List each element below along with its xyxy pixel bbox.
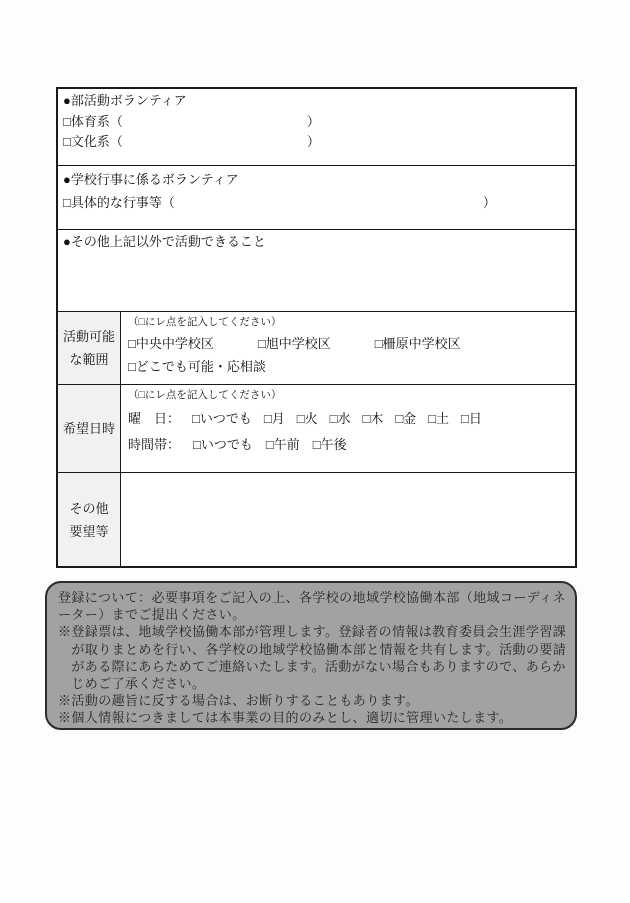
other-requests-header-cell bbox=[58, 473, 121, 566]
club-activity-heading: ●部活動ボランティア bbox=[63, 93, 187, 108]
day-option-tue: □火 bbox=[296, 411, 318, 426]
sports-paren-close: ） bbox=[306, 113, 320, 129]
day-label: 曜 日： bbox=[128, 411, 181, 426]
day-of-week-options bbox=[128, 406, 571, 432]
other-activity-heading: ●その他上記以外で活動できること bbox=[63, 234, 266, 249]
event-paren-close: ） bbox=[482, 195, 496, 210]
day-option-thu: □木 bbox=[362, 411, 384, 426]
day-option-sat: □土 bbox=[428, 411, 450, 426]
notice-line: ※登録票は、地域学校協働本部が管理します。登録者の情報は教育委員会生涯学習課 bbox=[58, 624, 567, 640]
club-activity-section bbox=[58, 89, 575, 165]
notice-line: じめご了承ください。 bbox=[58, 676, 206, 692]
time-slot-options bbox=[128, 432, 571, 458]
other-requests-value-cell bbox=[121, 473, 575, 566]
activity-area-header-line1: 活動可能 bbox=[62, 329, 115, 344]
notice-line: が取りまとめを行い、各学校の地域学校協働本部と情報を共有します。活動の要請 bbox=[58, 641, 567, 657]
district-options bbox=[128, 333, 571, 356]
preferred-schedule-row bbox=[58, 384, 575, 472]
other-activity-section bbox=[58, 229, 575, 311]
notice-line: ※活動の趣旨に反する場合は、お断りすることもあります。 bbox=[58, 693, 419, 709]
notice-line: ※個人情報につきましては本事業の目的のみとし、適切に管理いたします。 bbox=[58, 710, 513, 726]
volunteer-form-table bbox=[56, 87, 577, 568]
activity-area-header-line2: な範囲 bbox=[69, 352, 109, 367]
preferred-schedule-header-cell bbox=[58, 385, 121, 472]
preferred-schedule-header: 希望日時 bbox=[62, 421, 115, 436]
district-option-anywhere: □どこでも可能・応相談 bbox=[128, 358, 266, 374]
day-option-anytime: □いつでも bbox=[192, 411, 252, 426]
other-requests-header-line1: その他 bbox=[69, 500, 109, 516]
activity-area-row bbox=[58, 311, 575, 384]
event-option-line bbox=[63, 191, 570, 214]
day-option-mon: □月 bbox=[263, 411, 285, 426]
notice-line: がある際にあらためてご連絡いたします。活動がない場合もありますので、あらか bbox=[58, 658, 566, 674]
other-requests-header-line2: 要望等 bbox=[69, 523, 109, 539]
notice-line: ーター）までご提出ください。 bbox=[58, 607, 246, 623]
sports-checkbox-label: □体育系（ bbox=[63, 113, 123, 129]
preferred-schedule-value-cell bbox=[121, 385, 575, 472]
sports-option-line bbox=[63, 112, 570, 133]
district-option-chuo: □中央中学校区 bbox=[128, 336, 214, 351]
other-requests-row bbox=[58, 472, 575, 566]
time-option-anytime: □いつでも bbox=[193, 437, 253, 452]
district-option-sakuhara: □柵原中学校区 bbox=[374, 336, 461, 351]
activity-area-value-cell bbox=[121, 312, 575, 384]
culture-checkbox-label: □文化系（ bbox=[63, 134, 123, 149]
day-option-fri: □金 bbox=[395, 411, 417, 426]
school-event-heading: ●学校行事に係るボランティア bbox=[63, 172, 239, 187]
time-label: 時間帯： bbox=[128, 437, 181, 452]
activity-area-header-cell bbox=[58, 312, 121, 384]
event-fill-in-blank bbox=[175, 206, 483, 207]
culture-fill-in-blank bbox=[123, 145, 307, 146]
registration-notice-box bbox=[45, 581, 577, 730]
district-option-asahi: □旭中学校区 bbox=[257, 336, 331, 351]
day-option-wed: □水 bbox=[329, 411, 351, 426]
check-mark-hint: （□にレ点を記入してください） bbox=[128, 317, 282, 328]
culture-paren-close: ） bbox=[306, 134, 320, 149]
school-event-section bbox=[58, 165, 575, 229]
time-option-morning: □午前 bbox=[265, 437, 300, 452]
culture-option-line bbox=[63, 132, 570, 153]
sports-fill-in-blank bbox=[123, 125, 307, 126]
time-option-afternoon: □午後 bbox=[312, 437, 347, 452]
notice-line: 登録について：必要事項をご記入の上、各学校の地域学校協働本部（地域コーディネ bbox=[58, 590, 566, 605]
check-mark-hint: （□にレ点を記入してください） bbox=[128, 390, 282, 401]
event-checkbox-label: □具体的な行事等（ bbox=[63, 195, 175, 210]
day-option-sun: □日 bbox=[461, 411, 482, 426]
